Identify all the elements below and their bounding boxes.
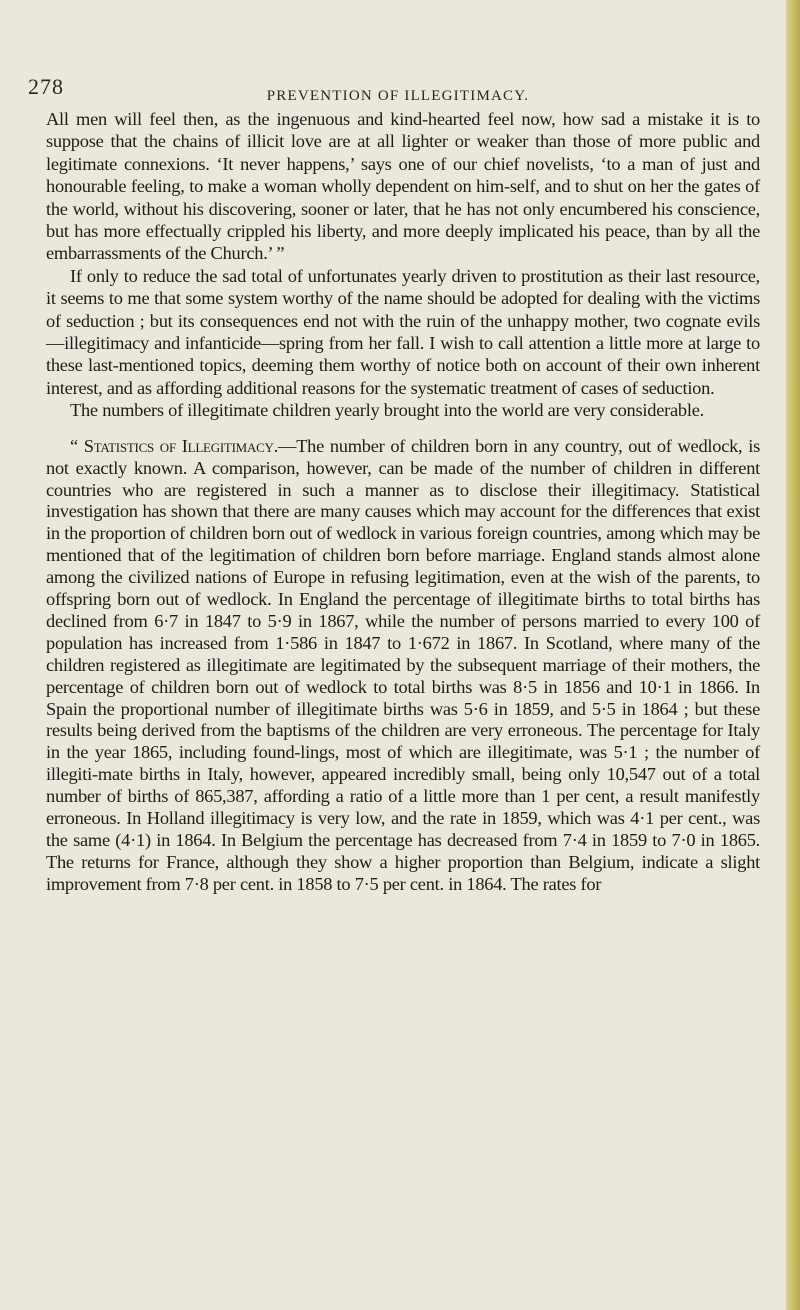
page-number: 278 <box>28 74 64 99</box>
paragraph-numbers: The numbers of illegitimate children yearly brought into the world are very considerable. <box>70 400 704 421</box>
paragraph-statistics <box>46 436 760 896</box>
paragraph-seduction: If only to reduce the sad total of unfortunates yearly driven to prostitution as their last resource, it seems to me that some system worthy of the name should be adopted for dealing with the victims of seduction ; but its consequences end not with the ruin of the unhappy mother, two cognate evils—illegitimacy and infanticide—spring from her fall. I wish to call attention a little more at large to these last-mentioned topics, deeming them worthy of notice both on account of their own inherent interest, and as affording additional reasons for the systematic treatment of cases of seduction. <box>46 265 760 398</box>
running-head: PREVENTION OF ILLEGITIMACY. <box>266 88 530 104</box>
paragraph-quote: All men will feel then, as the ingenuous and kind-hearted feel now, how sad a mistake it is to suppose that the chains of illicit love are at all lighter or weaker than those of more public and legitimate connexions. ‘It never happens,’ says one of our chief novelists, ‘to a man of just and honourable feeling, to make a woman wholly dependent on him-self, and to shut on her the gates of the world, without his discovering, sooner or later, that he has not only encumbered his conscience, but has more effectually crippled his liberty, and more deeply implicated his peace, than by all the embarrassments of the Church.’ ” <box>46 109 760 264</box>
page-header <box>28 74 768 104</box>
statistics-heading: “ Statistics of Illegitimacy. <box>70 435 279 456</box>
statistics-text: —The number of children born in any country, out of wedlock, is not exactly known. A comparison, however, can be made of the number of children in different countries who are registered in such a manner as to disclose their illegitimacy. Statistical investigation has shown that there are many causes which may account for the differences that exist in the proportion of children born out of wedlock in various foreign countries, among which may be mentioned that of the legitimation of children born before marriage. England stands almost alone among the civilized nations of Europe in refusing legitimation, even at the wish of the parents, to offspring born out of wedlock. In England the percentage of illegitimate births to total births has declined from 6·7 in 1847 to 5·9 in 1867, while the number of persons married to every 100 of population has increased from 1·586 in 1847 to 1·672 in 1867. In Scotland, where many of the children registered as illegitimate are legitimated by the subsequent marriage of their mothers, the percentage of children born out of wedlock to total births was 8·5 in 1856 and 10·1 in 1866. In Spain the proportional number of illegitimate births was 5·6 in 1859, and 5·5 in 1864 ; but these results being derived from the baptisms of the children are very erroneous. The percentage for Italy in the year 1865, including found-lings, most of which are illegitimate, was 5·1 ; the number of illegiti-mate births in Italy, however, appeared incredibly small, being only 10,547 out of a total number of births of 865,387, affording a ratio of a little more than 1 per cent, a result manifestly erroneous. In Holland illegitimacy is very low, and the rate in 1859, which was 4·1 per cent., was the same (4·1) in 1864. In Belgium the percentage has decreased from 7·4 in 1859 to 7·0 in 1865. The returns for France, although they show a higher proportion than Belgium, indicate a slight improvement from 7·8 per cent. in 1858 to 7·5 per cent. in 1864. The rates for <box>46 435 760 894</box>
page-edge <box>786 0 800 1310</box>
opening-paragraphs <box>46 108 760 422</box>
body-text <box>46 108 760 896</box>
statistics-section <box>46 436 760 896</box>
